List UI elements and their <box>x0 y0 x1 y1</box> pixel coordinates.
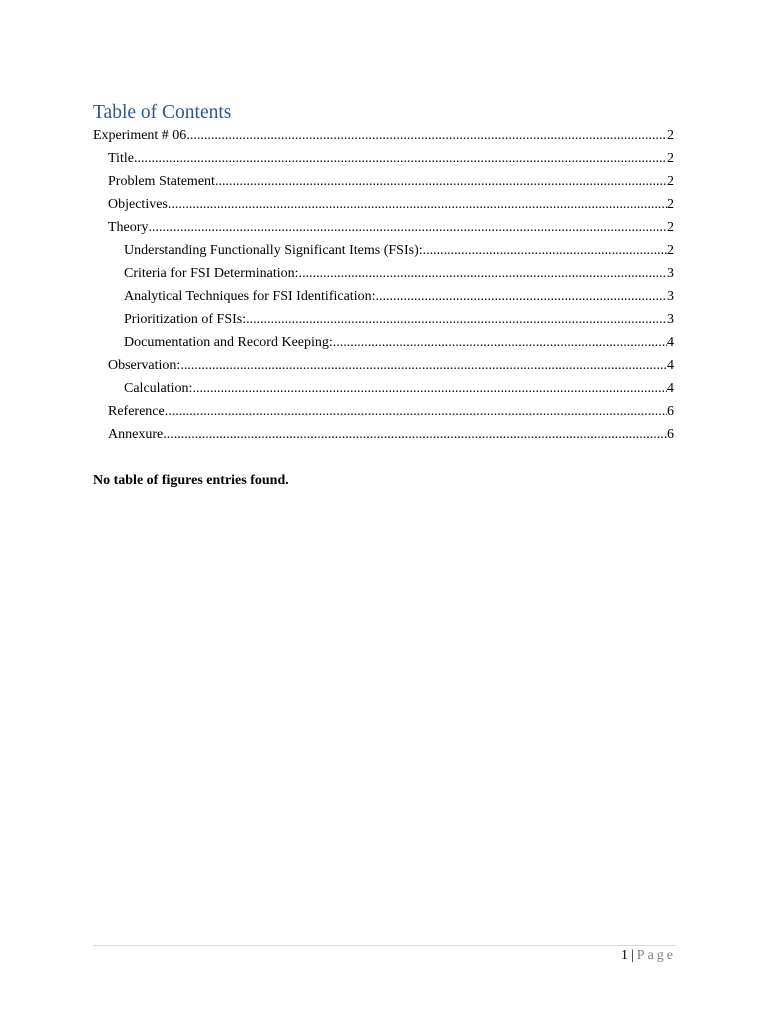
toc-title: Table of Contents <box>93 102 232 123</box>
toc-entry-page: 3 <box>667 266 674 281</box>
toc-entry-understanding-fsis[interactable] <box>93 239 674 262</box>
toc-entry-page: 4 <box>667 358 674 373</box>
toc-entry-criteria-fsi[interactable] <box>93 262 674 285</box>
toc-entry-theory[interactable] <box>93 216 674 239</box>
toc-entry-prioritization[interactable] <box>93 308 674 331</box>
toc-entry-page: 6 <box>667 404 674 419</box>
toc-entry-documentation[interactable] <box>93 331 674 354</box>
toc-entry-problem-statement[interactable] <box>93 170 674 193</box>
toc-entry-text: Understanding Functionally Significant Items (FSIs): <box>124 243 423 258</box>
toc-dot-leader <box>165 400 667 423</box>
toc-entry-text: Prioritization of FSIs: <box>124 312 247 327</box>
toc-entry-page: 2 <box>667 220 674 235</box>
toc-entry-text: Observation: <box>108 358 181 373</box>
toc-entry-page: 3 <box>667 289 674 304</box>
toc-dot-leader <box>186 124 667 147</box>
toc-entry-objectives[interactable] <box>93 193 674 216</box>
toc-dot-leader <box>246 308 667 331</box>
toc-dot-leader <box>423 239 667 262</box>
toc-dot-leader <box>215 170 667 193</box>
toc-entry-text: Analytical Techniques for FSI Identification: <box>124 289 376 304</box>
toc-dot-leader <box>299 262 667 285</box>
toc-dot-leader <box>148 216 667 239</box>
footer-divider <box>93 945 676 946</box>
toc-entry-experiment-06[interactable] <box>93 124 674 147</box>
toc-entry-page: 4 <box>667 381 674 396</box>
toc-entry-text: Reference <box>108 404 165 419</box>
toc-entry-page: 3 <box>667 312 674 327</box>
toc-entry-title[interactable] <box>93 147 674 170</box>
toc-dot-leader <box>163 423 667 446</box>
toc-entry-reference[interactable] <box>93 400 674 423</box>
toc-dot-leader <box>168 193 667 216</box>
toc-entry-text: Calculation: <box>124 381 193 396</box>
toc-entry-page: 2 <box>667 128 674 143</box>
toc-entry-text: Theory <box>108 220 149 235</box>
toc-entry-text: Experiment # 06 <box>93 128 187 143</box>
toc-entry-calculation[interactable] <box>93 377 674 400</box>
toc-entry-page: 2 <box>667 174 674 189</box>
toc-entry-page: 4 <box>667 335 674 350</box>
toc-entry-annexure[interactable] <box>93 423 674 446</box>
footer-page-word: Page <box>636 948 676 963</box>
footer-separator: | <box>630 948 634 963</box>
toc-entry-page: 2 <box>667 151 674 166</box>
toc-dot-leader <box>375 285 667 308</box>
page-footer <box>621 946 676 966</box>
toc-entry-text: Problem Statement <box>108 174 215 189</box>
toc-entry-analytical-techniques[interactable] <box>93 285 674 308</box>
table-of-figures-note: No table of figures entries found. <box>93 473 289 488</box>
toc-dot-leader <box>192 377 667 400</box>
toc-entry-page: 2 <box>667 243 674 258</box>
toc-dot-leader <box>134 147 667 170</box>
toc-entry-page: 2 <box>667 197 674 212</box>
footer-page-number: 1 <box>620 948 628 963</box>
toc-dot-leader <box>180 354 667 377</box>
toc-entry-text: Title <box>108 151 134 166</box>
toc-dot-leader <box>333 331 667 354</box>
toc-entry-observation[interactable] <box>93 354 674 377</box>
toc-entry-text: Annexure <box>108 427 164 442</box>
toc-entry-text: Criteria for FSI Determination: <box>124 266 299 281</box>
toc-entry-text: Objectives <box>108 197 168 212</box>
toc-entry-page: 6 <box>667 427 674 442</box>
toc-list <box>93 124 674 446</box>
toc-entry-text: Documentation and Record Keeping: <box>124 335 333 350</box>
